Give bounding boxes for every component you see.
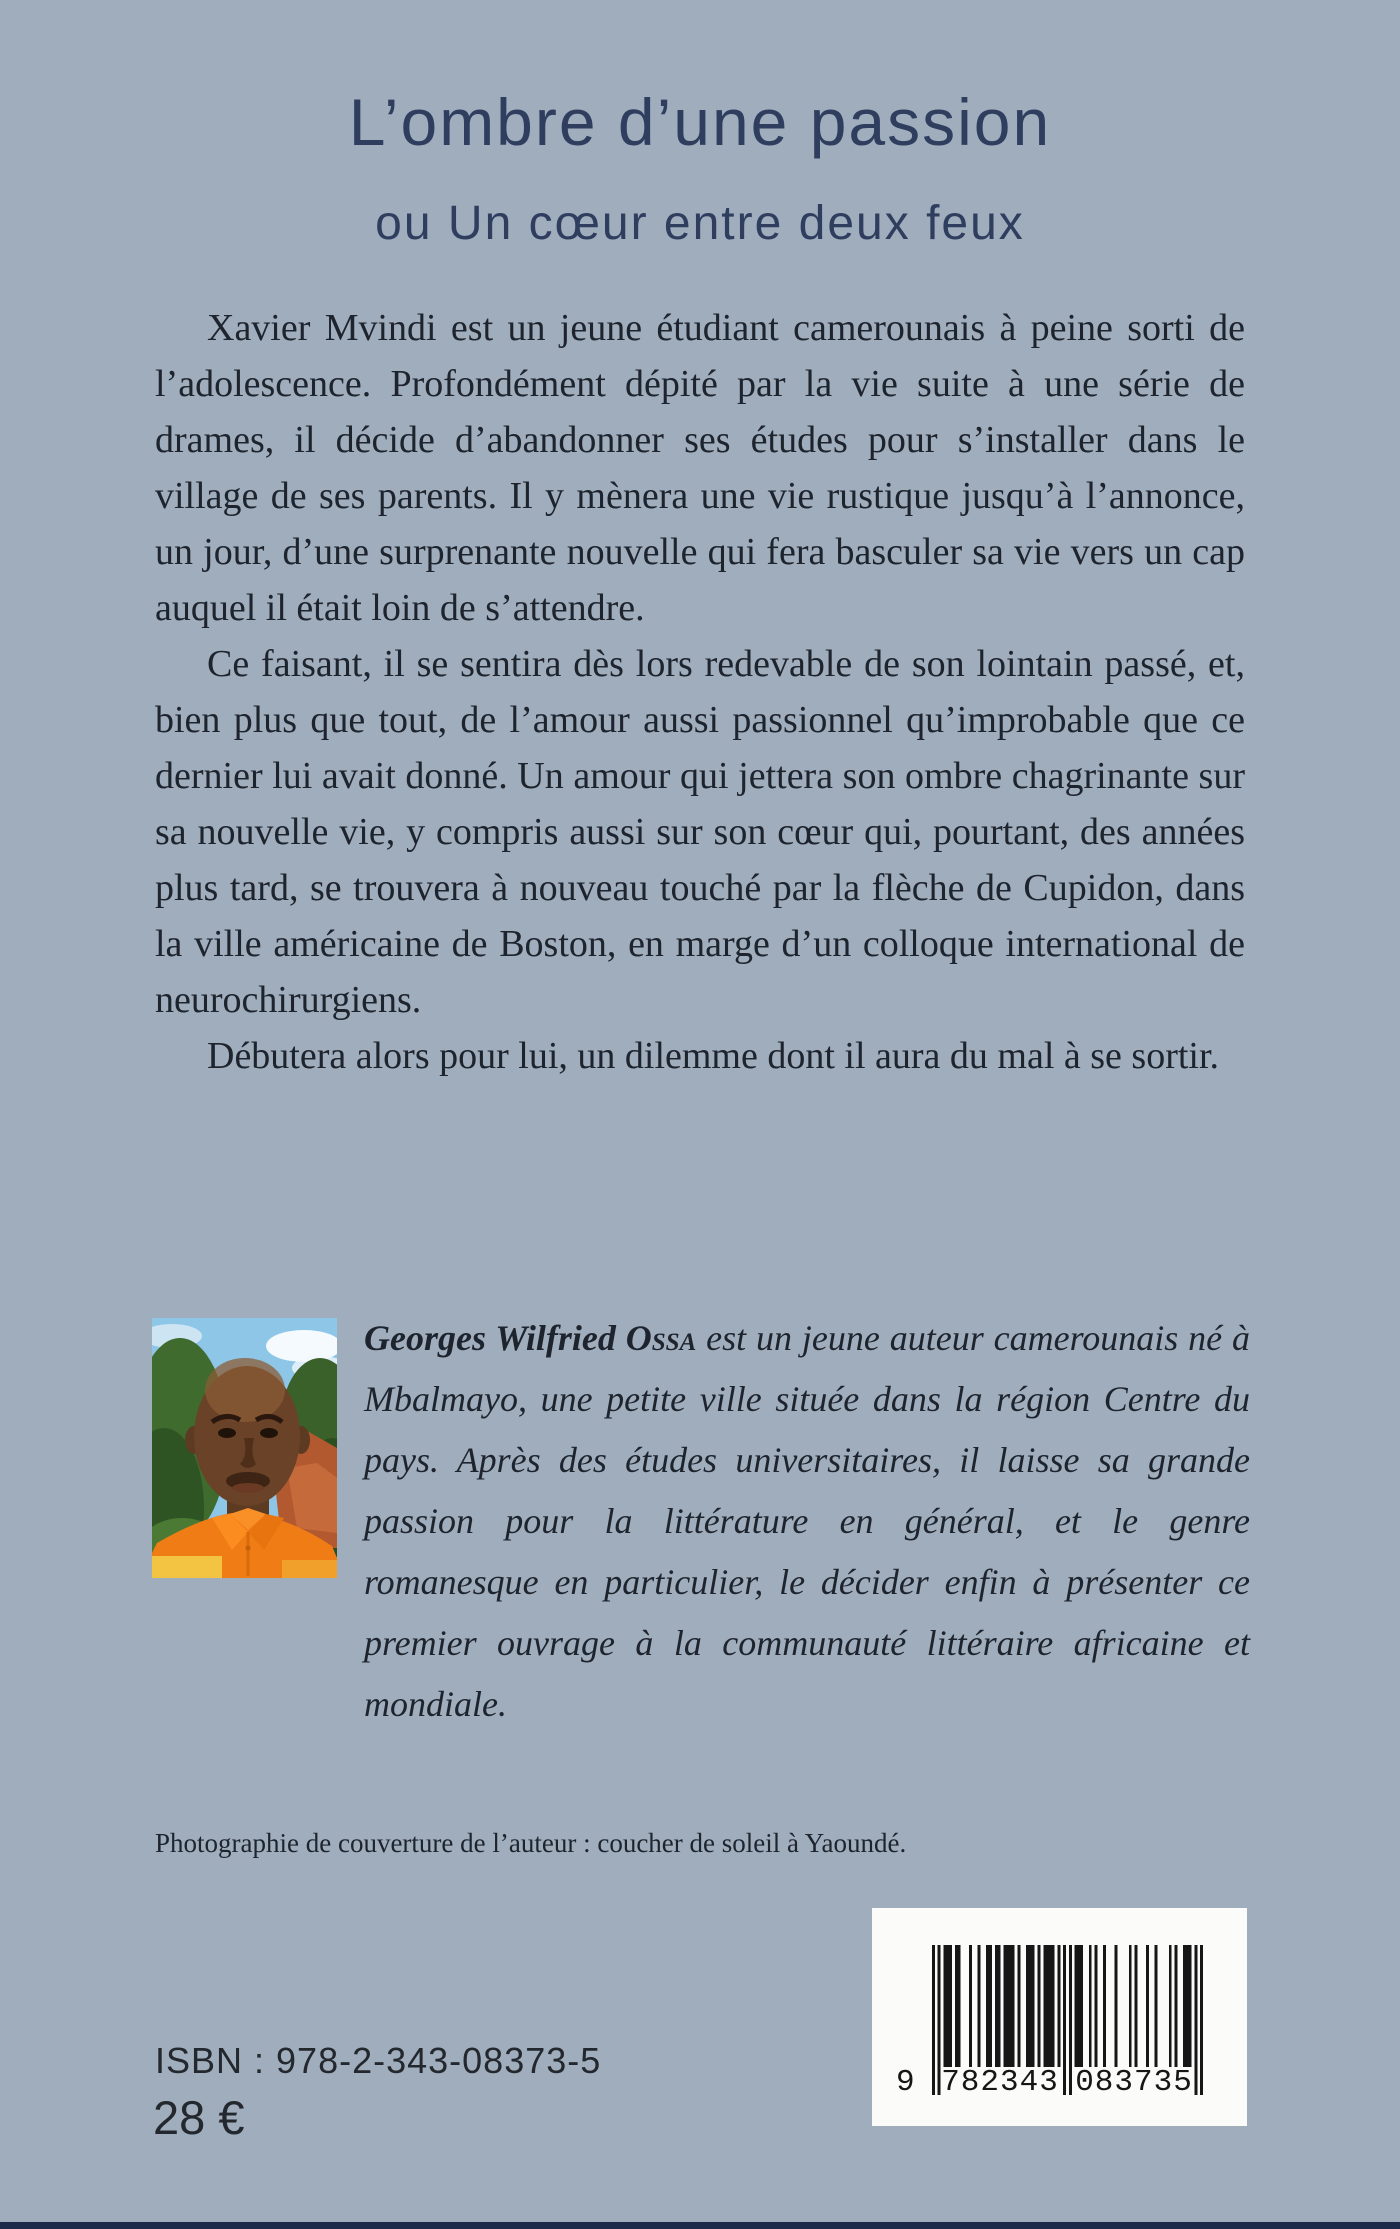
barcode-digit-first: 9: [896, 2065, 915, 2100]
author-name-caps: Ossa: [625, 1318, 697, 1358]
bottom-edge-strip: [0, 2222, 1400, 2229]
isbn-text: ISBN : 978-2-343-08373-5: [155, 2040, 602, 2081]
author-bio: [364, 1308, 1250, 1735]
synopsis-paragraph: Débutera alors pour lui, un dilemme dont il aura du mal à se sortir.: [207, 1035, 1220, 1077]
barcode-digits-right: 083735: [1075, 2065, 1193, 2100]
author-name: Georges Wilfried: [364, 1318, 626, 1358]
synopsis-paragraph: Ce faisant, il se sentira dès lors redevable de son lointain passé, et, bien plus que tout, de l’amour aussi passionnel qu’improbable que ce dernier lui avait donné. Un amour qui jettera son ombre chagrinante sur sa nouvelle vie, y compris aussi sur son cœur qui, pourtant, des années plus tard, se trouvera à nouveau touché par la flèche de Cupidon, dans la ville américaine de Boston, en marge d’un colloque international de neurochirurgiens.: [155, 643, 1245, 1021]
price-text: 28 €: [153, 2091, 245, 2144]
barcode-digits-left: 782343: [941, 2065, 1059, 2100]
barcode-bars: [896, 1945, 1203, 2100]
book-subtitle: ou Un cœur entre deux feux: [375, 197, 1025, 250]
synopsis-paragraph: Xavier Mvindi est un jeune étudiant camerounais à peine sorti de l’adolescence. Profondément dépité par la vie suite à une série de drames, il décide d’abandonner ses études pour s’installer dans le village de ses parents. Il y mènera une vie rustique jusqu’à l’annonce, un jour, d’une surprenante nouvelle qui fera basculer sa vie vers un cap auquel il était loin de s’attendre.: [155, 307, 1245, 629]
author-section: [152, 1318, 1250, 1735]
author-photo: [152, 1318, 337, 1578]
author-bio-text: est un jeune auteur camerounais né à Mbalmayo, une petite ville située dans la région Centre du pays. Après des études universitaires, il laisse sa grande passion pour la littérature en général, et le genre romanesque en particulier, le décider enfin à présenter ce premier ouvrage à la communauté littéraire africaine et mondiale.: [364, 1318, 1251, 1724]
photo-credit: Photographie de couverture de l’auteur : coucher de soleil à Yaoundé.: [155, 1828, 907, 1858]
synopsis: [155, 300, 1245, 1084]
barcode: [872, 1908, 1247, 2126]
book-title: L’ombre d’une passion: [348, 85, 1052, 159]
